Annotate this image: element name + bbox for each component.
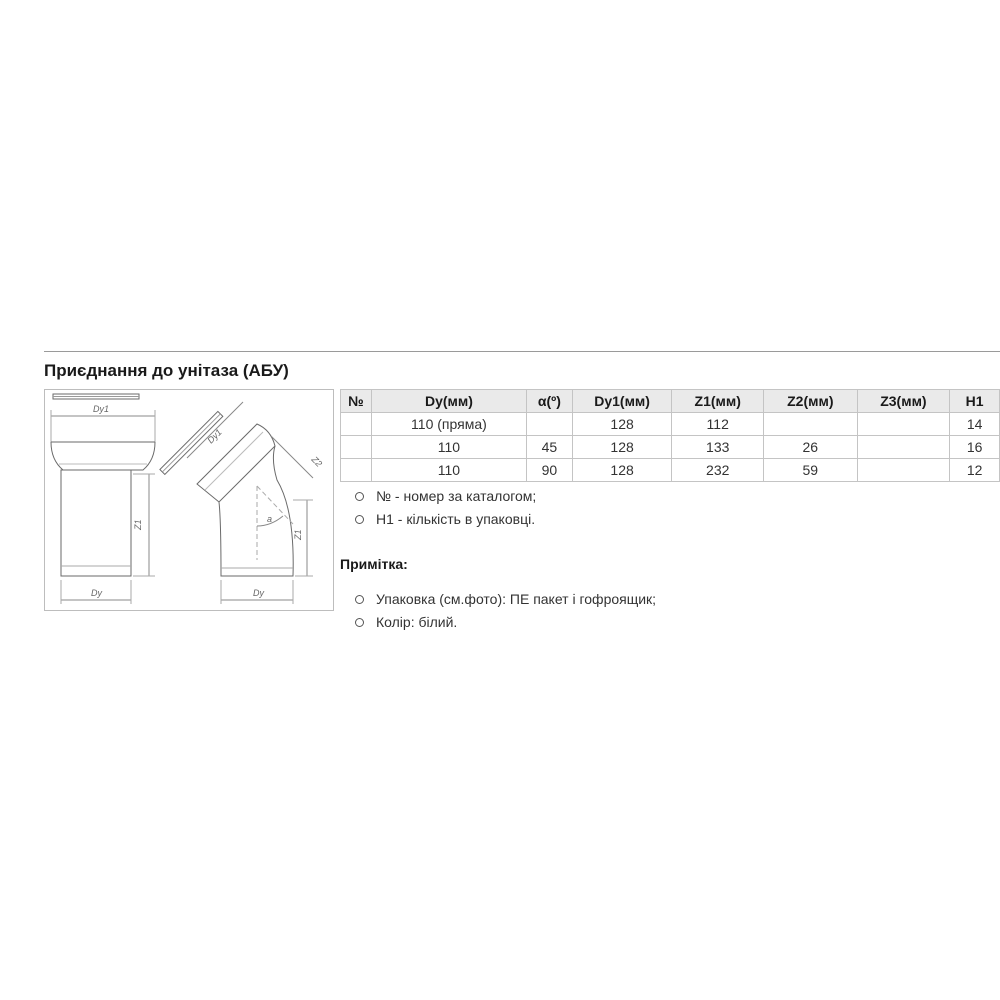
table-row bbox=[341, 459, 1000, 482]
cell-h1: 14 bbox=[950, 413, 1000, 436]
cell-h1: 12 bbox=[950, 459, 1000, 482]
label-dy: Dy bbox=[91, 588, 102, 598]
cell-alpha: 45 bbox=[526, 436, 572, 459]
cell-dy1: 128 bbox=[572, 459, 672, 482]
spec-table bbox=[340, 389, 1000, 482]
cell-z3 bbox=[857, 413, 950, 436]
cell-z1: 112 bbox=[672, 413, 764, 436]
label-dy1-angled: Dy1 bbox=[205, 427, 224, 446]
label-z1: Z1 bbox=[133, 519, 143, 530]
table-header-row bbox=[341, 390, 1000, 413]
cell-number bbox=[341, 436, 372, 459]
table-row bbox=[341, 436, 1000, 459]
cell-z1: 133 bbox=[672, 436, 764, 459]
cell-number bbox=[341, 413, 372, 436]
cell-z3 bbox=[857, 436, 950, 459]
label-dy1: Dy1 bbox=[93, 404, 110, 414]
cell-dy: 110 bbox=[371, 459, 526, 482]
header-alpha: α(º) bbox=[526, 390, 572, 413]
note-item-text: Упаковка (см.фото): ПЕ пакет і гофроящик; bbox=[376, 591, 657, 607]
cell-z3 bbox=[857, 459, 950, 482]
header-z2: Z2(мм) bbox=[764, 390, 858, 413]
header-number: № bbox=[341, 390, 372, 413]
circle-bullet-icon bbox=[355, 492, 364, 501]
cell-z1: 232 bbox=[672, 459, 764, 482]
section-divider bbox=[44, 351, 1000, 352]
cell-z2 bbox=[764, 413, 858, 436]
section-title: Приєднання до унітаза (АБУ) bbox=[44, 361, 289, 380]
header-h1: H1 bbox=[950, 390, 1000, 413]
header-z1: Z1(мм) bbox=[672, 390, 764, 413]
note-item-text: Колір: білий. bbox=[376, 614, 458, 630]
cell-h1: 16 bbox=[950, 436, 1000, 459]
legend-item-text: № - номер за каталогом; bbox=[376, 488, 537, 504]
circle-bullet-icon bbox=[355, 595, 364, 604]
cell-number bbox=[341, 459, 372, 482]
list-item bbox=[355, 588, 656, 611]
header-dy: Dy(мм) bbox=[371, 390, 526, 413]
label-z1-angled: Z1 bbox=[293, 529, 303, 540]
note-list bbox=[355, 588, 656, 634]
cell-dy1: 128 bbox=[572, 436, 672, 459]
label-alpha: a bbox=[267, 514, 273, 524]
table-row bbox=[341, 413, 1000, 436]
circle-bullet-icon bbox=[355, 515, 364, 524]
label-z2: Z2 bbox=[309, 454, 325, 469]
cell-alpha: 90 bbox=[526, 459, 572, 482]
cell-dy: 110 bbox=[371, 436, 526, 459]
header-z3: Z3(мм) bbox=[857, 390, 950, 413]
cell-z2: 59 bbox=[764, 459, 858, 482]
legend-list bbox=[355, 485, 536, 531]
note-heading: Примітка: bbox=[340, 556, 408, 572]
header-dy1: Dy1(мм) bbox=[572, 390, 672, 413]
label-dy-angled: Dy bbox=[253, 588, 264, 598]
list-item bbox=[355, 508, 536, 531]
technical-drawing bbox=[44, 389, 334, 611]
cell-alpha bbox=[526, 413, 572, 436]
cell-dy: 110 (пряма) bbox=[371, 413, 526, 436]
circle-bullet-icon bbox=[355, 618, 364, 627]
connector-drawing bbox=[45, 390, 333, 610]
legend-item-text: H1 - кількість в упаковці. bbox=[376, 511, 536, 527]
cell-dy1: 128 bbox=[572, 413, 672, 436]
cell-z2: 26 bbox=[764, 436, 858, 459]
list-item bbox=[355, 485, 536, 508]
list-item bbox=[355, 611, 656, 634]
